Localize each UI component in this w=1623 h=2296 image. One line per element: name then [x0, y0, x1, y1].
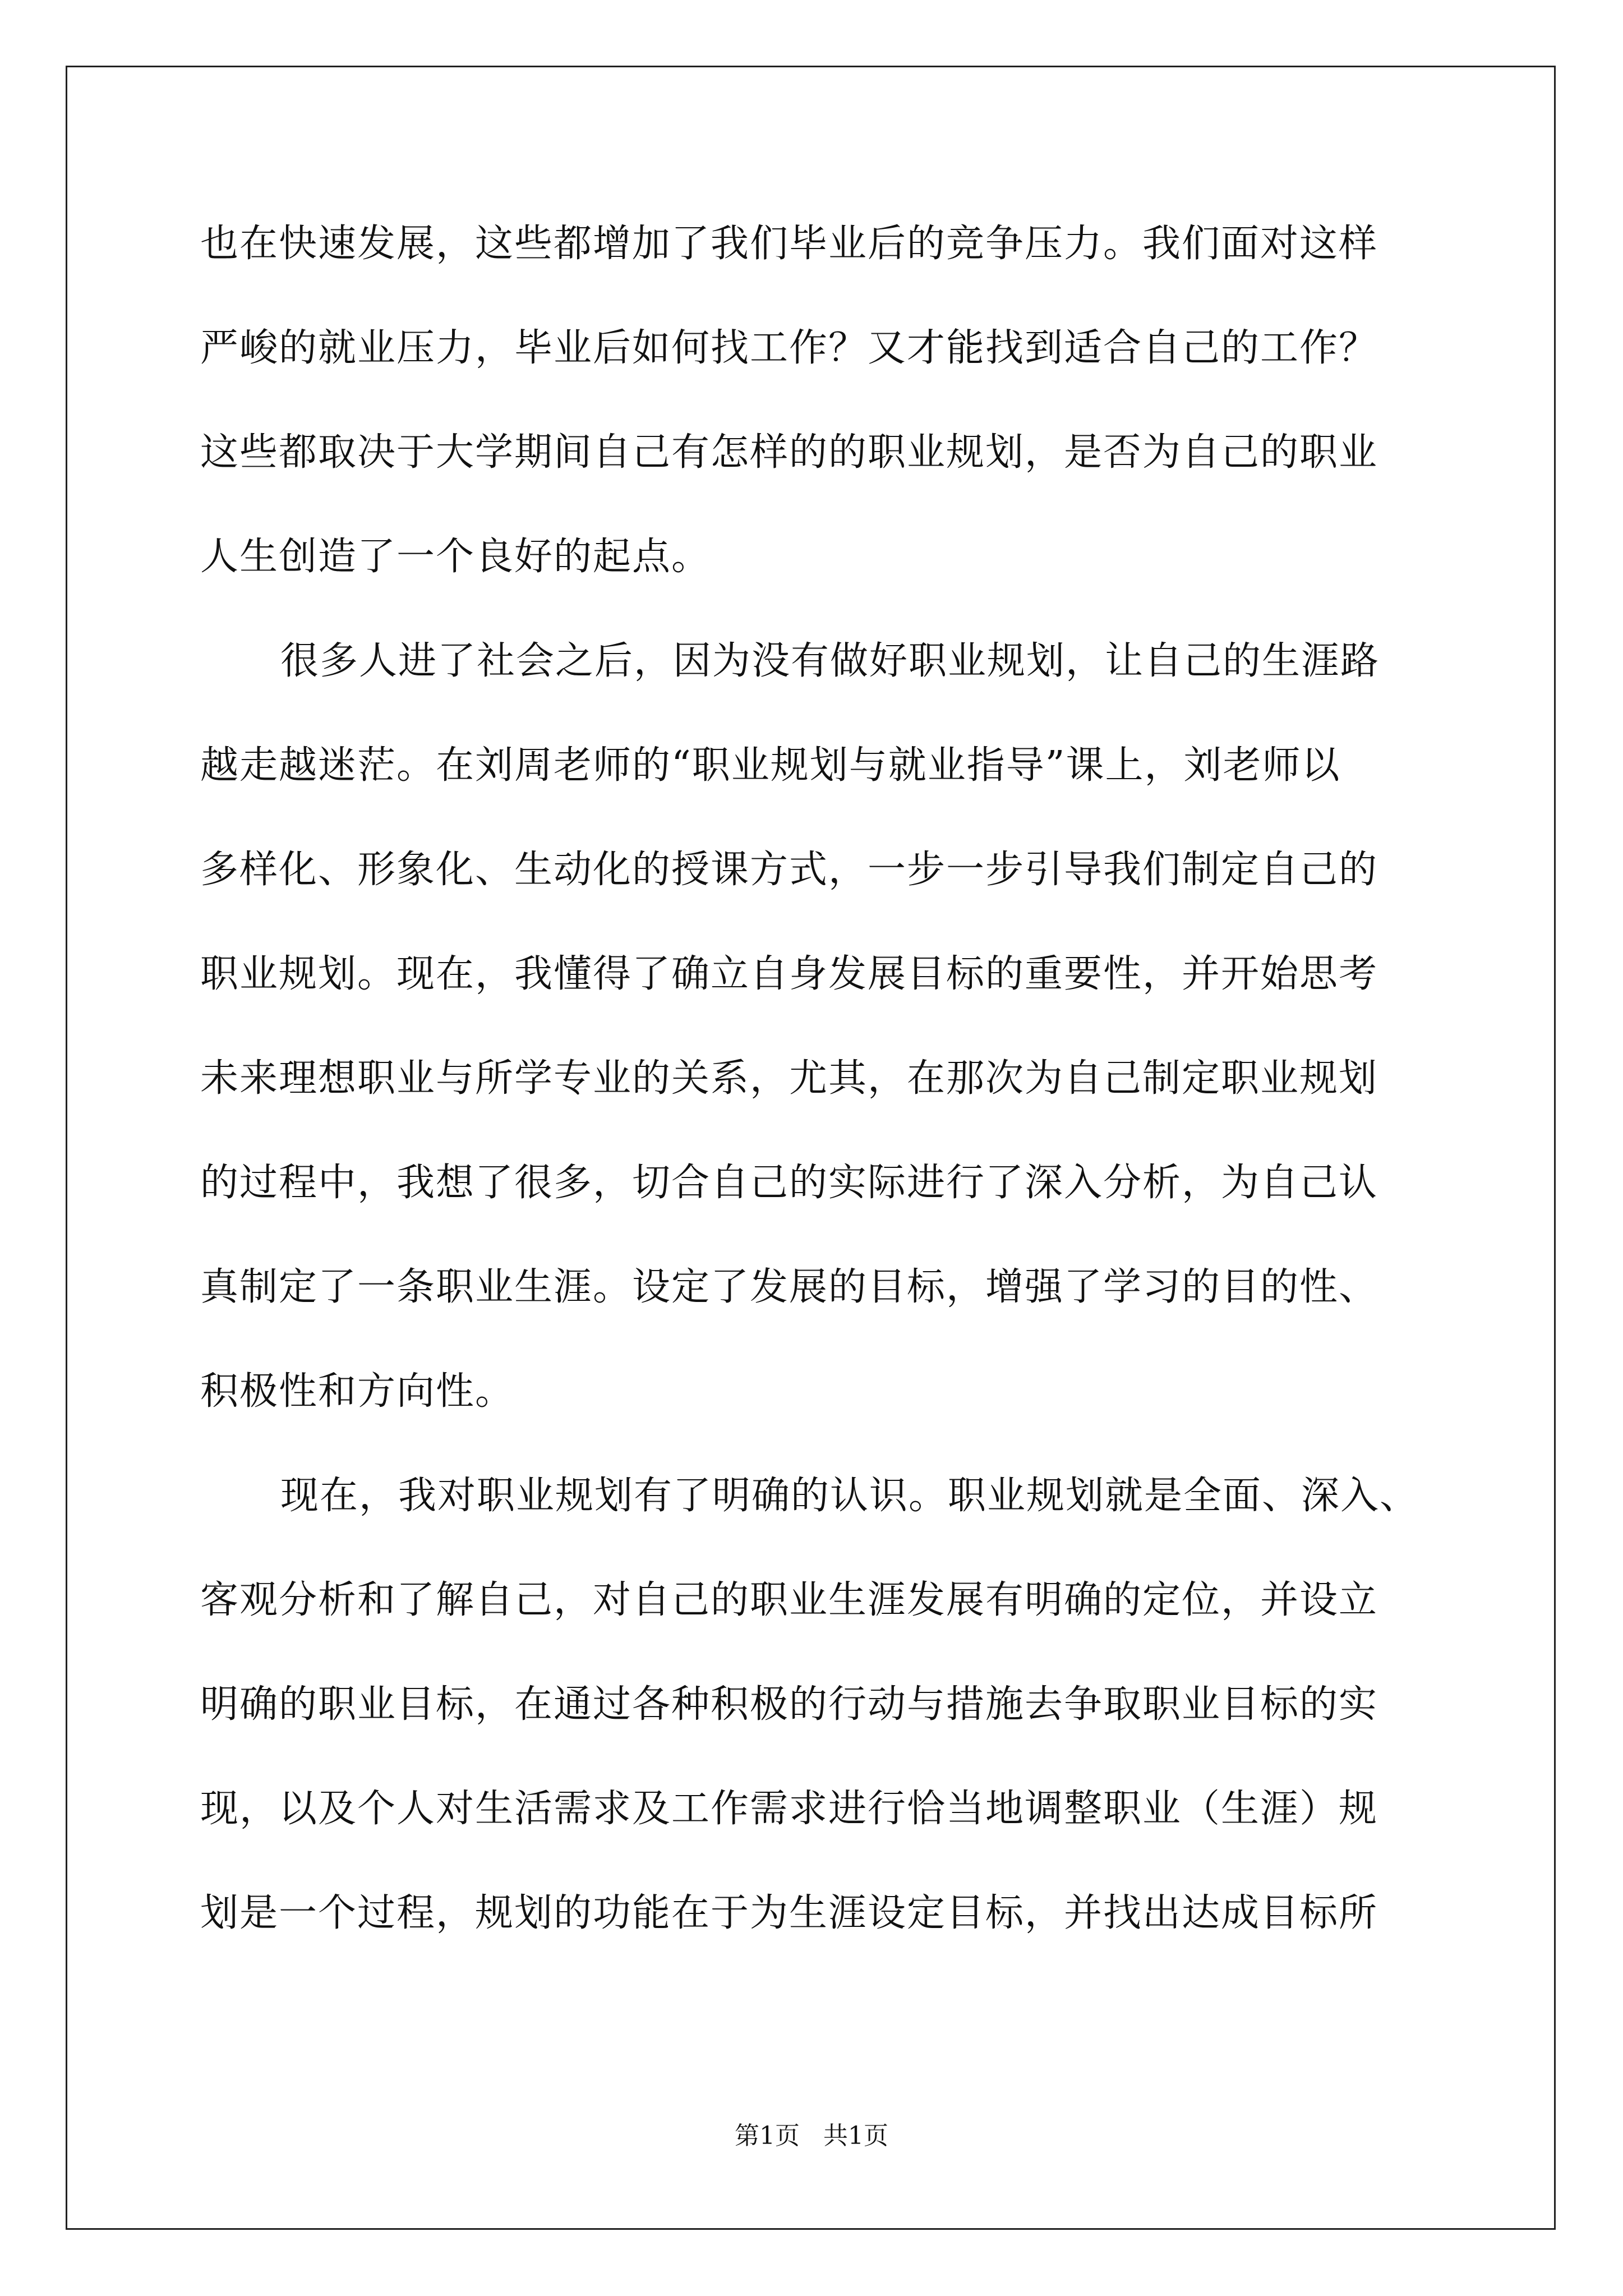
text-line: 严峻的就业压力，毕业后如何找工作？又才能找到适合自己的工作？ [200, 326, 1378, 370]
text-line: 未来理想职业与所学专业的关系，尤其，在那次为自己制定职业规划 [200, 1056, 1378, 1101]
text-line: 现在，我对职业规划有了明确的认识。职业规划就是全面、深入、 [280, 1474, 1419, 1518]
text-line: 现，以及个人对生活需求及工作需求进行恰当地调整职业（生涯）规 [200, 1787, 1378, 1831]
text-line: 真制定了一条职业生涯。设定了发展的目标，增强了学习的目的性、 [200, 1265, 1378, 1309]
text-line: 这些都取决于大学期间自己有怎样的的职业规划，是否为自己的职业 [200, 430, 1378, 475]
text-line: 越走越迷茫。在刘周老师的“职业规划与就业指导”课上，刘老师以 [200, 743, 1341, 788]
text-line: 划是一个过程，规划的功能在于为生涯设定目标，并找出达成目标所 [200, 1891, 1378, 1935]
text-line: 客观分析和了解自己，对自己的职业生涯发展有明确的定位，并设立 [200, 1578, 1378, 1622]
text-line: 很多人进了社会之后，因为没有做好职业规划，让自己的生涯路 [280, 639, 1380, 683]
text-line: 积极性和方向性。 [200, 1369, 515, 1414]
page-number-footer: 第1页 共1页 [735, 2122, 888, 2150]
text-line: 人生创造了一个良好的起点。 [200, 535, 711, 579]
text-line: 也在快速发展，这些都增加了我们毕业后的竞争压力。我们面对这样 [200, 222, 1378, 266]
text-line: 的过程中，我想了很多，切合自己的实际进行了深入分析，为自己认 [200, 1161, 1378, 1205]
text-line: 多样化、形象化、生动化的授课方式，一步一步引导我们制定自己的 [200, 848, 1378, 892]
text-line: 明确的职业目标，在通过各种积极的行动与措施去争取职业目标的实 [200, 1682, 1378, 1727]
text-line: 职业规划。现在，我懂得了确立自身发展目标的重要性，并开始思考 [200, 952, 1378, 996]
